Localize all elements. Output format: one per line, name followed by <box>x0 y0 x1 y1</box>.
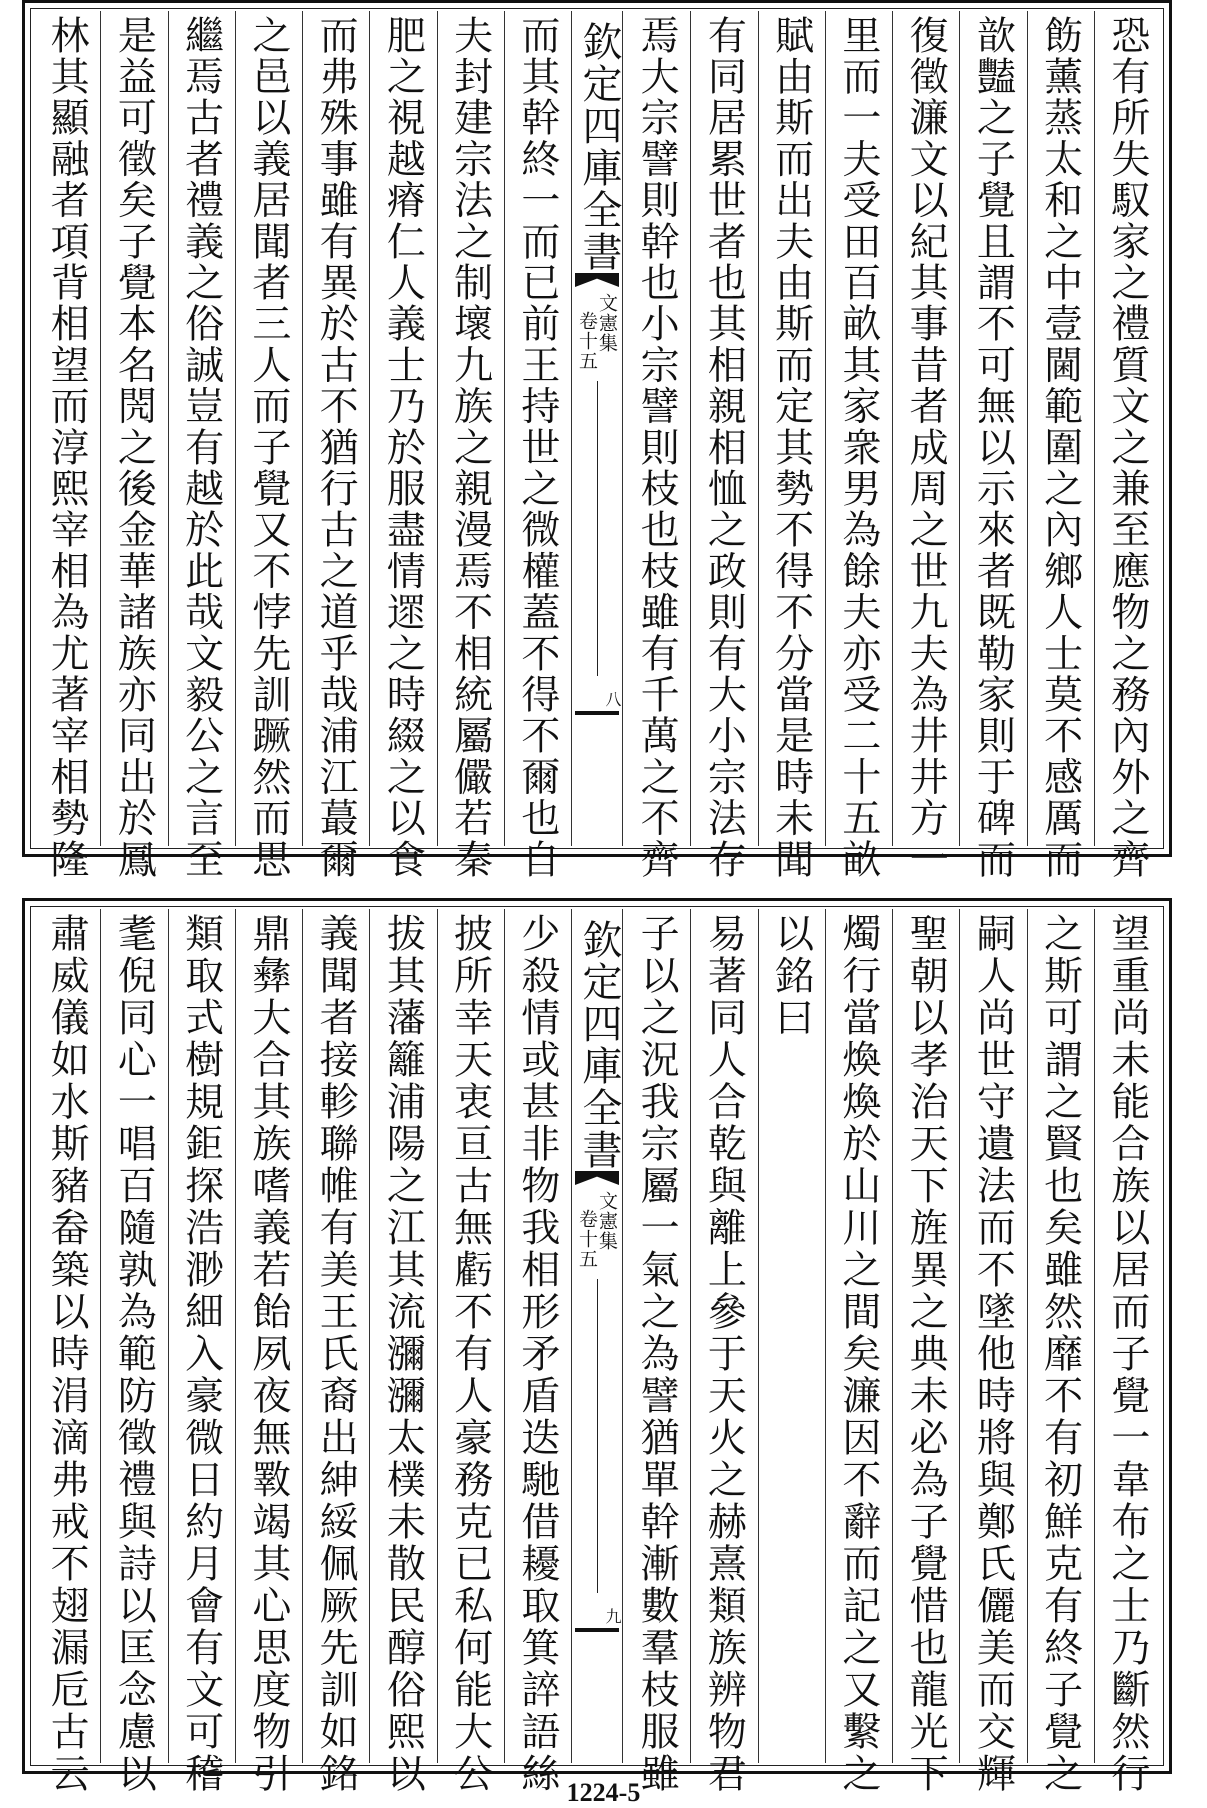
top-page-fishtail-mark <box>575 273 619 287</box>
bottom-page-text-column <box>758 909 825 1763</box>
bottom-page-text-column <box>235 909 302 1795</box>
bottom-page-column-rule <box>825 909 826 1763</box>
bottom-page-column-text: 燭行當煥煥於山川之間矣濂因不辭而記之又繫之 <box>835 913 881 1795</box>
top-page-text-column <box>504 11 571 881</box>
top-page-column-text: 復徵濂文以紀其事昔者成周之世九夫為井井方一 <box>903 15 949 881</box>
bottom-page-column-rule <box>1027 909 1028 1763</box>
bottom-page-column-text: 之斯可謂之賢也矣雖然靡不有初鮮克有終子覺之 <box>1037 913 1083 1795</box>
top-page-columns <box>33 11 1161 881</box>
bottom-page-fold-border-left <box>571 909 572 1763</box>
top-page-panel <box>22 0 1172 881</box>
bottom-page-column-text: 肅威儀如水斯豬畚築以時涓滴弗戒不翅漏卮古云 <box>44 913 90 1795</box>
bottom-page-column-rule <box>302 909 303 1763</box>
top-page-column-rule <box>100 11 101 846</box>
top-page-book-title: 欽定四庫全書 <box>576 21 622 273</box>
bottom-page-column-rule <box>235 909 236 1763</box>
top-page-text-column <box>369 11 436 881</box>
bottom-page-column-text: 望重尚未能合族以居而子覺一韋布之士乃斷然行 <box>1104 913 1150 1795</box>
bottom-page-text-column <box>1027 909 1094 1795</box>
top-page-column-rule <box>437 11 438 846</box>
bottom-page-text-column <box>892 909 959 1795</box>
top-page-column-rule <box>1027 11 1028 846</box>
bottom-page-column-text: 子以之況我宗屬一氣之為譬猶單幹漸數羣枝服雖 <box>634 913 680 1795</box>
bottom-page-text-column <box>690 909 757 1795</box>
footer-page-number: 1224-5 <box>566 1778 641 1807</box>
bottom-page-volume: 卷十五 <box>576 1209 598 1269</box>
top-page-column-text: 賦由斯而出夫由斯而定其勢不得不分當是時未聞 <box>768 15 814 881</box>
top-page-lower-fold-bar <box>575 711 619 715</box>
bottom-page-text-column <box>437 909 504 1795</box>
top-page-column-rule <box>758 11 759 846</box>
bottom-page-column-text: 拔其藩籬浦陽之江其流瀰瀰太樸未散民醇俗熙以 <box>380 913 426 1795</box>
top-page-text-column <box>302 11 369 881</box>
bottom-page-column-rule <box>369 909 370 1763</box>
top-page-column-rule <box>1094 11 1095 846</box>
top-page-column-text: 焉大宗譬則幹也小宗譬則枝也枝雖有千萬之不齊 <box>634 15 680 881</box>
bottom-page-fold-border-right <box>622 909 623 1763</box>
top-page-column-text: 而弗殊事雖有異於古不猶行古之道乎哉浦江蕞爾 <box>313 15 359 881</box>
bottom-page-column-rule <box>690 909 691 1763</box>
top-page-text-column <box>100 11 167 881</box>
bottom-page-collection-title: 文憲集 <box>596 1191 618 1251</box>
top-page-column-text: 是益可徵矣子覺本名閌之後金華諸族亦同出於鳳 <box>111 15 157 881</box>
bottom-page-column-rule <box>504 909 505 1763</box>
top-page-column-rule <box>168 11 169 846</box>
bottom-page-column-text: 易著同人合乾與離上參于天火之赫熹類族辨物君 <box>701 913 747 1795</box>
top-page-column-text: 夫封建宗法之制壞九族之親漫焉不相統屬儼若秦 <box>447 15 493 881</box>
top-page-column-rule <box>825 11 826 846</box>
bottom-page-column-rule <box>959 909 960 1763</box>
bottom-page-book-title: 欽定四庫全書 <box>576 919 622 1171</box>
bottom-page-text-column <box>825 909 892 1795</box>
bottom-page-text-column <box>504 909 571 1795</box>
bottom-page-column-rule <box>168 909 169 1763</box>
bottom-page-text-column <box>369 909 436 1795</box>
top-page-column-rule <box>959 11 960 846</box>
top-page-column-rule <box>690 11 691 846</box>
bottom-page-column-rule <box>758 909 759 1763</box>
top-page-column-text: 恐有所失馭家之禮質文之兼至應物之務內外之齊 <box>1104 15 1150 881</box>
bottom-page-text-column <box>959 909 1026 1795</box>
bottom-page-column-text: 耄倪同心一唱百隨孰為範防徵禮與詩以匡念慮以 <box>111 913 157 1795</box>
bottom-page-column-text: 義聞者接軫聯帷有美王氏裔出紳綏佩厥先訓如銘 <box>313 913 359 1795</box>
top-page-text-column <box>959 11 1026 881</box>
bottom-page-column-rule <box>892 909 893 1763</box>
bottom-page-lower-fold-bar <box>575 1628 619 1632</box>
bottom-page-column-rule <box>1094 909 1095 1763</box>
bottom-page-column-text: 以銘曰 <box>768 913 814 1039</box>
top-page-column-rule <box>504 11 505 846</box>
top-page-text-column <box>437 11 504 881</box>
top-page-text-column <box>1027 11 1094 881</box>
top-page-folio-number: 八 <box>603 691 622 707</box>
bottom-page-text-column <box>100 909 167 1795</box>
top-page-text-column <box>825 11 892 881</box>
bottom-page-column-text: 披所幸天衷亘古無虧不有人豪務克已私何能大公 <box>447 913 493 1795</box>
top-page-column-text: 有同居累世者也其相親相恤之政則有大小宗法存 <box>701 15 747 881</box>
top-page-column-rule <box>369 11 370 846</box>
top-page-column-text: 肥之視越瘠仁人義士乃於服盡情遝之時綴之以食 <box>380 15 426 881</box>
bottom-page-text-column <box>33 909 100 1795</box>
top-page-column-text: 里而一夫受田百畝其家衆男為餘夫亦受二十五畝 <box>835 15 881 881</box>
top-page-text-column <box>892 11 959 881</box>
top-page-text-column <box>235 11 302 881</box>
top-page-text-column <box>33 11 100 881</box>
bottom-page-column-text: 嗣人尚世守遺法而不墜他時將與鄭氏儷美而交輝 <box>970 913 1016 1795</box>
bottom-page-column-rule <box>437 909 438 1763</box>
top-page-column-text: 飭薰蒸太和之中壹閫範圍之內鄉人士莫不感厲而 <box>1037 15 1083 881</box>
top-page-volume: 卷十五 <box>576 311 598 371</box>
top-page-collection-title: 文憲集 <box>596 293 618 353</box>
top-page-column-rule <box>302 11 303 846</box>
bottom-page-column-text: 少殺情或甚非物我相形矛盾迭馳借耰取箕誶語絲 <box>514 913 560 1795</box>
bottom-page-fold-center-line <box>597 1279 598 1593</box>
top-page-text-column <box>623 11 690 881</box>
top-page-fold-center-line <box>597 381 598 676</box>
top-page-column-rule <box>235 11 236 846</box>
top-page-fold-border-right <box>622 11 623 846</box>
top-page-center-fold <box>571 11 623 846</box>
top-page-column-rule <box>892 11 893 846</box>
top-page-text-column <box>1094 11 1161 881</box>
bottom-page-folio-number: 九 <box>603 1608 622 1624</box>
bottom-page-text-column <box>168 909 235 1795</box>
bottom-page-column-text: 鼎彝大合其族嗜義若飴夙夜無斁竭其心思度物引 <box>245 913 291 1795</box>
bottom-page-text-column <box>1094 909 1161 1795</box>
bottom-page-center-fold <box>571 909 623 1763</box>
bottom-page-column-rule <box>100 909 101 1763</box>
top-page-column-text: 之邑以義居聞者三人而子覺又不悖先訓蹶然而思 <box>245 15 291 881</box>
bottom-page-fishtail-mark <box>575 1171 619 1185</box>
top-page-text-column <box>758 11 825 881</box>
top-page-column-text: 繼焉古者禮義之俗誠豈有越於此哉文毅公之言至 <box>178 15 224 881</box>
top-page-text-column <box>690 11 757 881</box>
top-page-column-text: 歆豔之子覺且謂不可無以示來者既勒家則于碑而 <box>970 15 1016 881</box>
bottom-page-column-text: 聖朝以孝治天下旌異之典未必為子覺惜也龍光下 <box>903 913 949 1795</box>
bottom-page-text-column <box>302 909 369 1795</box>
top-page-fold-border-left <box>571 11 572 846</box>
top-page-column-text: 而其幹終一而已前王持世之微權蓋不得不爾也自 <box>514 15 560 881</box>
top-page-text-column <box>168 11 235 881</box>
bottom-page-text-column <box>623 909 690 1795</box>
bottom-page-column-text: 類取式樹規鉅探浩渺細入豪微日約月會有文可稽 <box>178 913 224 1795</box>
top-page-column-text: 林其顯融者項背相望而淳熙宰相為尤著宰相勢隆 <box>44 15 90 881</box>
